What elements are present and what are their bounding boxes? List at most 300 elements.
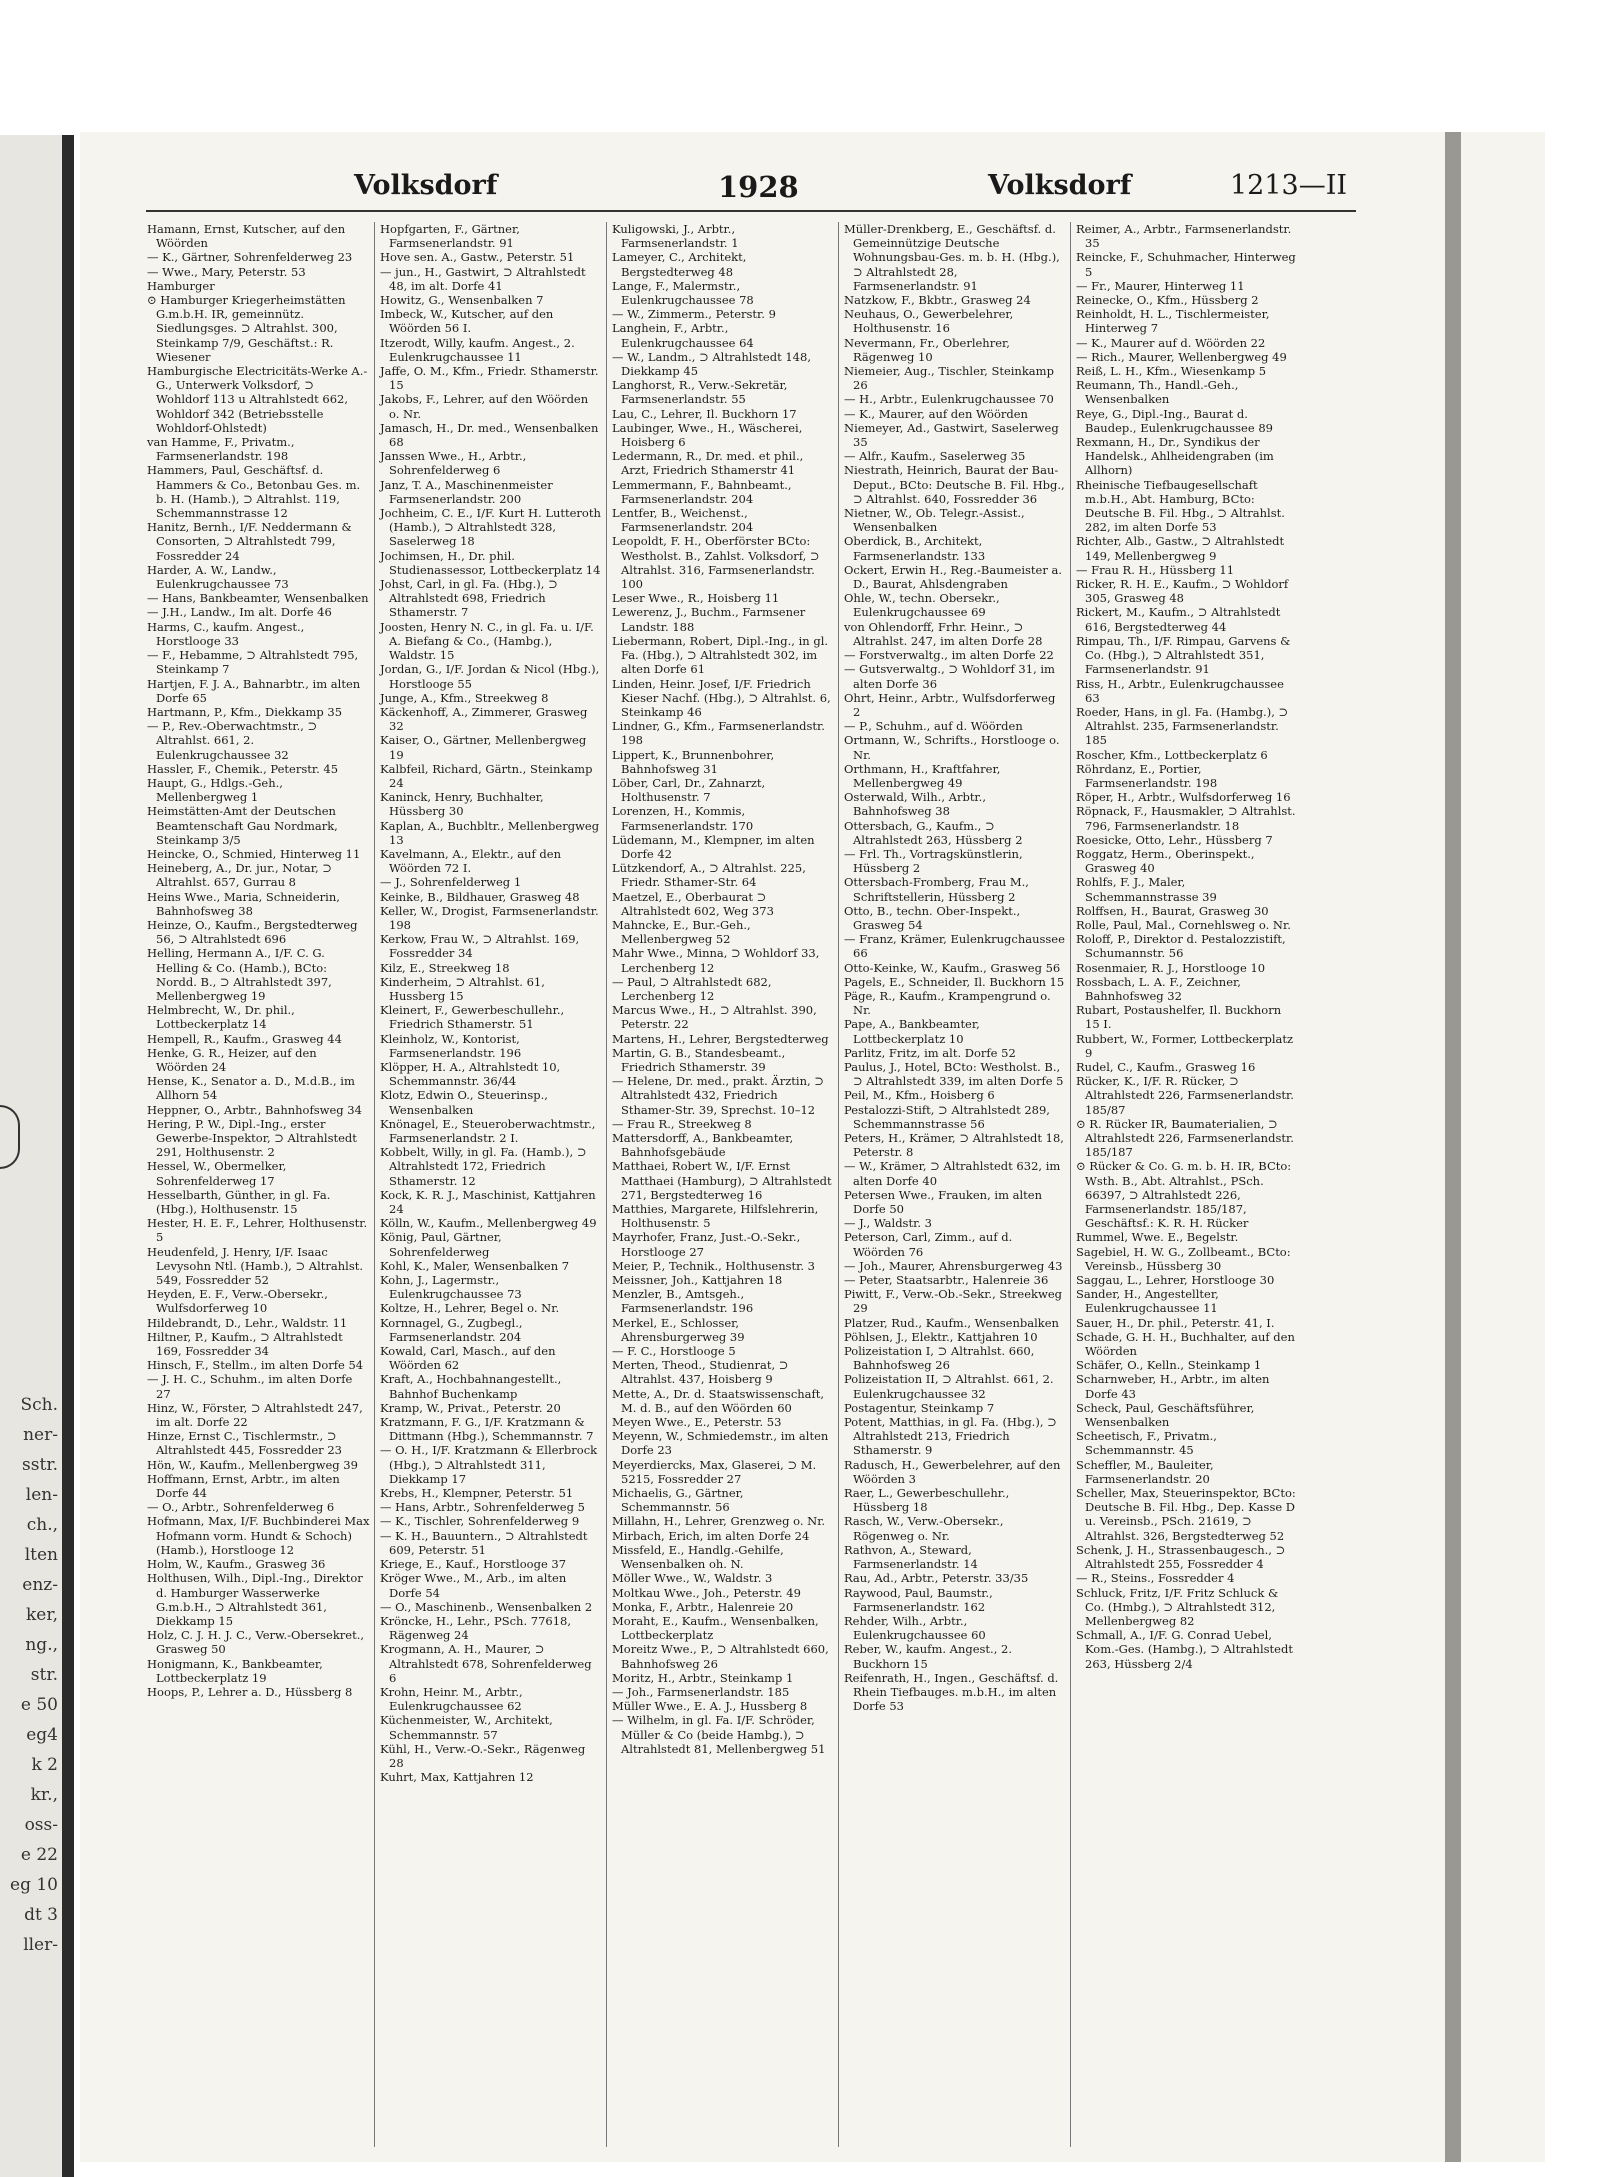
directory-entry: Linden, Heinr. Josef, I/F. Friedrich Kieser Nachf. (Hbg.), ⊃ Altrahlst. 6, Steinkamp 46	[612, 676, 831, 719]
directory-entry: Joosten, Henry N. C., in gl. Fa. u. I/F. A. Biefang & Co., (Hambg.), Waldstr. 15	[380, 619, 594, 663]
directory-entry: — F. C., Horstlooge 5	[612, 1344, 736, 1359]
directory-entry: Hessel, W., Obermelker, Sohrenfelderweg 17	[147, 1159, 287, 1188]
directory-entry: Sander, H., Angestellter, Eulenkrugchaussee 11	[1076, 1287, 1219, 1316]
directory-entry: Radusch, H., Gewerbelehrer, auf den Wöörden 3	[844, 1457, 1061, 1486]
directory-entry: Honigmann, K., Bankbeamter, Lottbeckerplatz 19	[147, 1656, 323, 1685]
directory-entry: Kölln, W., Kaufm., Mellenbergweg 49	[380, 1216, 597, 1231]
header-place-left: Volksdorf	[354, 170, 498, 201]
previous-page-fragment: Sch.	[20, 1395, 58, 1415]
directory-entry: Hoffmann, Ernst, Arbtr., im alten Dorfe 44	[147, 1471, 340, 1501]
directory-entry: Henke, G. R., Heizer, auf den Wöörden 24	[147, 1045, 317, 1074]
directory-entry: Kröger Wwe., M., Arb., im alten Dorfe 54	[380, 1571, 567, 1600]
directory-entry: Küchenmeister, W., Architekt, Schemmannstr. 57	[380, 1713, 553, 1742]
directory-entry: Jaffe, O. M., Kfm., Friedr. Sthamerstr. 15	[380, 364, 599, 393]
directory-entry: Kratzmann, F. G., I/F. Kratzmann & Dittmann (Hbg.), Schemmannstr. 7	[380, 1415, 594, 1444]
directory-entry: Pape, A., Bankbeamter, Lottbeckerplatz 10	[844, 1017, 980, 1046]
directory-entry: Jochheim, C. E., I/F. Kurt H. Lutteroth (Hamb.), ⊃ Altrahlstedt 328, Saselerweg 18	[380, 506, 601, 549]
directory-entry: Kleinholz, W., Kontorist, Farmsenerlandstr. 196	[380, 1031, 522, 1060]
directory-entry: Röhrdanz, E., Portier, Farmsenerlandstr. 198	[1076, 761, 1218, 790]
directory-entry: Rolffsen, H., Baurat, Grasweg 30	[1076, 903, 1269, 918]
directory-entry: Richter, Alb., Gastw., ⊃ Altrahlstedt 149, Mellenbergweg 9	[1076, 534, 1285, 563]
directory-entry: Lange, F., Malermstr., Eulenkrugchaussee 78	[612, 278, 754, 308]
directory-entry: Scheck, Paul, Geschäftsführer, Wensenbalken	[1076, 1400, 1255, 1430]
directory-entry: Krohn, Heinr. M., Arbtr., Eulenkrugchaussee 62	[380, 1684, 523, 1714]
directory-entry: Rücker, K., I/F. R. Rücker, ⊃ Altrahlstedt 226, Farmsenerlandstr. 185/87	[1076, 1074, 1294, 1117]
directory-entry: Kraft, A., Hochbahnangestellt., Bahnhof Buchenkamp	[380, 1372, 562, 1401]
directory-entry: Heinze, O., Kaufm., Bergstedterweg 56, ⊃ Altrahlstedt 696	[147, 917, 358, 947]
directory-entry: Nietner, W., Ob. Telegr.-Assist., Wensenbalken	[844, 506, 1025, 535]
directory-entry: — Frau R., Streekweg 8	[612, 1116, 752, 1131]
directory-entry: Hanitz, Bernh., I/F. Neddermann & Consorten, ⊃ Altrahlstedt 799, Fossredder 24	[147, 520, 352, 563]
directory-entry: Peterson, Carl, Zimm., auf d. Wöörden 76	[844, 1230, 1013, 1259]
directory-entry: Heins Wwe., Maria, Schneiderin, Bahnhofsweg 38	[147, 889, 340, 918]
directory-entry: Jakobs, F., Lehrer, auf den Wöörden o. Nr.	[380, 392, 589, 421]
directory-entry: — W., Krämer, ⊃ Altrahlstedt 632, im alten Dorfe 40	[844, 1159, 1061, 1188]
directory-entry: Leopoldt, F. H., Oberförster BCto: Westholst. B., Zahlst. Volksdorf, ⊃ Altrahlst. 316, Farmsenerlandstr. 100	[612, 534, 820, 592]
directory-entry: Lützkendorf, A., ⊃ Altrahlst. 225, Friedr. Sthamer-Str. 64	[612, 861, 806, 890]
directory-entry: — Franz, Krämer, Eulenkrugchaussee 66	[844, 932, 1065, 961]
previous-page-text-fragments	[0, 1390, 60, 1960]
directory-entry: Itzerodt, Willy, kaufm. Angest., 2. Eulenkrugchaussee 11	[380, 335, 575, 364]
directory-entry: Mayrhofer, Franz, Just.-O.-Sekr., Horstlooge 27	[612, 1230, 801, 1259]
directory-entry: Röper, H., Arbtr., Wulfsdorferweg 16	[1076, 790, 1291, 805]
directory-entry: Janz, T. A., Maschinenmeister Farmsenerlandstr. 200	[380, 477, 553, 506]
directory-entry: Meissner, Joh., Kattjahren 18	[612, 1273, 783, 1288]
directory-entry: — Forstverwaltg., im alten Dorfe 22	[844, 648, 1054, 663]
directory-entry: Moreitz Wwe., P., ⊃ Altrahlstedt 660, Bahnhofsweg 26	[612, 1642, 829, 1671]
header-page-number: 1213—II	[1230, 170, 1348, 201]
directory-entry: Heimstätten-Amt der Deutschen Beamtenschaft Gau Nordmark, Steinkamp 3/5	[147, 804, 338, 847]
directory-entry: Koltze, H., Lehrer, Begel o. Nr.	[380, 1301, 560, 1316]
directory-entry: Peters, H., Krämer, ⊃ Altrahlstedt 18, Peterstr. 8	[844, 1131, 1064, 1160]
directory-entry: Kuligowski, J., Arbtr., Farmsenerlandstr. 1	[612, 222, 739, 251]
directory-entry: — Hans, Bankbeamter, Wensenbalken	[147, 591, 369, 606]
previous-page-fragment: enz-	[22, 1575, 58, 1595]
directory-entry: Mirbach, Erich, im alten Dorfe 24	[612, 1528, 810, 1543]
directory-entry: Niemeier, Aug., Tischler, Steinkamp 26	[844, 364, 1054, 393]
directory-entry: Kaiser, O., Gärtner, Mellenbergweg 19	[380, 733, 587, 762]
directory-entry: Ottersbach-Fromberg, Frau M., Schriftstellerin, Hüssberg 2	[844, 875, 1029, 904]
directory-entry: — O., Arbtr., Sohrenfelderweg 6	[147, 1500, 335, 1515]
directory-entry: Leser Wwe., R., Hoisberg 11	[612, 591, 780, 606]
column-2	[374, 222, 606, 2147]
directory-entry: — K., Tischler, Sohrenfelderweg 9	[380, 1514, 580, 1529]
directory-entry: Hester, H. E. F., Lehrer, Holthusenstr. 5	[147, 1216, 368, 1245]
directory-entry: Scheffler, M., Bauleiter, Farmsenerlandstr. 20	[1076, 1457, 1214, 1486]
directory-entry: Hense, K., Senator a. D., M.d.B., im Allhorn 54	[147, 1074, 355, 1103]
directory-entry: Rasch, W., Verw.-Obersekr., Rögenweg o. Nr.	[844, 1514, 1004, 1543]
directory-entry: — Helene, Dr. med., prakt. Ärztin, ⊃ Altrahlstedt 432, Friedrich Sthamer-Str. 39, Sprechst. 10–12	[612, 1074, 824, 1117]
directory-entry: Peil, M., Kfm., Hoisberg 6	[844, 1088, 995, 1103]
directory-entry: Langhorst, R., Verw.-Sekretär, Farmsenerlandstr. 55	[612, 378, 788, 407]
directory-entry: Reimer, A., Arbtr., Farmsenerlandstr. 35	[1076, 222, 1292, 251]
directory-entry: Rickert, M., Kaufm., ⊃ Altrahlstedt 616, Bergstedterweg 44	[1076, 605, 1281, 634]
directory-entry: Heppner, O., Arbtr., Bahnhofsweg 34	[147, 1102, 362, 1117]
directory-entry: Pestalozzi-Stift, ⊃ Altrahlstedt 289, Schemmannstrasse 56	[844, 1102, 1050, 1131]
directory-entry: — Frl. Th., Vortragskünstlerin, Hüssberg 2	[844, 846, 1023, 876]
directory-entry: van Hamme, F., Privatm., Farmsenerlandstr. 198	[147, 435, 295, 464]
directory-entry: Junge, A., Kfm., Streekweg 8	[380, 690, 549, 705]
directory-entry: — H., Arbtr., Eulenkrugchaussee 70	[844, 392, 1054, 407]
directory-entry: Helmbrecht, W., Dr. phil., Lottbeckerplatz 14	[147, 1003, 295, 1032]
directory-entry: Raywood, Paul, Baumstr., Farmsenerlandstr. 162	[844, 1585, 993, 1614]
directory-entry: — K., Gärtner, Sohrenfelderweg 23	[147, 250, 353, 265]
directory-entry: Hassler, F., Chemik., Peterstr. 45	[147, 761, 339, 776]
directory-entry: Marcus Wwe., H., ⊃ Altrahlst. 390, Peterstr. 22	[612, 1003, 817, 1032]
directory-entry: Menzler, B., Amtsgeh., Farmsenerlandstr. 196	[612, 1287, 754, 1316]
directory-entry: Laubinger, Wwe., H., Wäscherei, Hoisberg 6	[612, 420, 803, 450]
column-5	[1070, 222, 1302, 2147]
directory-entry: Matthaei, Robert W., I/F. Ernst Matthaei (Hamburg), ⊃ Altrahlstedt 271, Bergstedterweg 16	[612, 1159, 832, 1202]
directory-entry: — Hans, Arbtr., Sohrenfelderweg 5	[380, 1500, 585, 1515]
directory-entry: Lewerenz, J., Buchm., Farmsener Landstr. 188	[612, 605, 806, 634]
directory-entry: Rubart, Postaushelfer, Il. Buckhorn 15 I.	[1076, 1003, 1282, 1032]
directory-entry: Hamburger	[147, 278, 215, 293]
directory-entry: Knönagel, E., Steueroberwachtmstr., Farmsenerlandstr. 2 I.	[380, 1116, 596, 1145]
directory-entry: Howitz, G., Wensenbalken 7	[380, 293, 544, 308]
directory-entry: Mahr Wwe., Minna, ⊃ Wohldorf 33, Lerchenberg 12	[612, 946, 820, 975]
directory-entry: — Wilhelm, in gl. Fa. I/F. Schröder, Müller & Co (beide Hambg.), ⊃ Altrahlstedt 81, Mellenbergweg 51	[612, 1713, 826, 1756]
previous-page-fragment: lten	[24, 1545, 58, 1565]
previous-page-fragment: ch.,	[26, 1515, 58, 1535]
directory-entry: Rossbach, L. A. F., Zeichner, Bahnhofsweg 32	[1076, 974, 1241, 1003]
directory-entry: Helling, Hermann A., I/F. C. G. Helling & Co. (Hamb.), BCto: Nordd. B., ⊃ Altrahlstedt 397, Mellenbergweg 19	[147, 946, 332, 1003]
directory-entry: Päge, R., Kaufm., Krampengrund o. Nr.	[844, 988, 1051, 1018]
directory-entry: Polizeistation II, ⊃ Altrahlst. 661, 2. Eulenkrugchaussee 32	[844, 1372, 1054, 1401]
directory-entry: Niemeyer, Ad., Gastwirt, Saselerweg 35	[844, 420, 1059, 450]
directory-entry: Rolle, Paul, Mal., Cornehlsweg o. Nr.	[1076, 917, 1291, 932]
directory-entry: Moritz, H., Arbtr., Steinkamp 1	[612, 1670, 794, 1685]
directory-entry: Otto, B., techn. Ober-Inspekt., Grasweg 54	[844, 903, 1021, 932]
directory-entry: Hinsch, F., Stellm., im alten Dorfe 54	[147, 1358, 364, 1373]
previous-page-emblem	[0, 1105, 20, 1169]
directory-entry: Krebs, H., Klempner, Peterstr. 51	[380, 1486, 574, 1501]
directory-entry: Hoops, P., Lehrer a. D., Hüssberg 8	[147, 1684, 353, 1699]
directory-entry: ⊙ Hamburger Kriegerheimstätten G.m.b.H. IR, gemeinnütz. Siedlungsges. ⊃ Altrahlst. 300, Steinkamp 7/9, Geschäftst.: R. Wiesener	[147, 293, 346, 364]
directory-entry: Raer, L., Gewerbeschullehr., Hüssberg 18	[844, 1486, 1010, 1515]
previous-page-fragment: len-	[25, 1485, 58, 1505]
directory-entry: Kock, K. R. J., Maschinist, Kattjahren 24	[380, 1187, 596, 1217]
directory-entry: Holz, C. J. H. J. C., Verw.-Obersekret., Grasweg 50	[147, 1628, 365, 1657]
directory-entry: Lau, C., Lehrer, Il. Buckhorn 17	[612, 406, 797, 421]
directory-entry: von Ohlendorff, Frhr. Heinr., ⊃ Altrahlst. 247, im alten Dorfe 28	[844, 619, 1043, 648]
directory-entry: Hartmann, P., Kfm., Diekkamp 35	[147, 704, 343, 719]
directory-entry: — J., Waldstr. 3	[844, 1216, 932, 1231]
previous-page-fragment: dt 3	[24, 1905, 58, 1925]
directory-entry: Platzer, Rud., Kaufm., Wensenbalken	[844, 1315, 1059, 1330]
directory-entry: — J.H., Landw., Im alt. Dorfe 46	[147, 605, 332, 620]
directory-entry: Kröncke, H., Lehr., PSch. 77618, Rägenweg 24	[380, 1613, 572, 1643]
directory-entry: Harder, A. W., Landw., Eulenkrugchaussee 73	[147, 562, 289, 592]
directory-entry: Rheinische Tiefbaugesellschaft m.b.H., Abt. Hamburg, BCto: Deutsche B. Fil. Hbg., ⊃ Altrahlst. 282, im alten Dorfe 53	[1076, 477, 1285, 535]
directory-entry: Otto-Keinke, W., Kaufm., Grasweg 56	[844, 960, 1061, 975]
directory-entry: Klotz, Edwin O., Steuerinsp., Wensenbalken	[380, 1088, 548, 1117]
directory-entry: Heincke, O., Schmied, Hinterweg 11	[147, 846, 361, 861]
directory-entry: Rau, Ad., Arbtr., Peterstr. 33/35	[844, 1571, 1029, 1586]
directory-entry: Kornnagel, G., Zugbegl., Farmsenerlandstr. 204	[380, 1315, 523, 1344]
previous-page-fragment: str.	[30, 1665, 58, 1685]
page-edge-shadow	[1445, 132, 1461, 2162]
directory-entry: Hofmann, Max, I/F. Buchbinderei Max Hofmann vorm. Hundt & Schoch) (Hamb.), Horstlooge 12	[147, 1514, 370, 1557]
directory-entry: Roscher, Kfm., Lottbeckerplatz 6	[1076, 747, 1268, 762]
directory-entry: Niestrath, Heinrich, Baurat der Bau-Deput., BCto: Deutsche B. Fil. Hbg., ⊃ Altrahlst. 640, Fossredder 36	[844, 463, 1065, 506]
directory-entry: Hartjen, F. J. A., Bahnarbtr., im alten Dorfe 65	[147, 676, 361, 705]
directory-entry: Osterwald, Wilh., Arbtr., Bahnhofsweg 38	[844, 790, 986, 819]
directory-entry: Johst, Carl, in gl. Fa. (Hbg.), ⊃ Altrahlstedt 698, Friedrich Sthamerstr. 7	[380, 577, 558, 620]
directory-entry: — P., Rev.-Oberwachtmstr., ⊃ Altrahlst. 661, 2. Eulenkrugchaussee 32	[147, 719, 318, 762]
directory-entry: Ricker, R. H. E., Kaufm., ⊃ Wohldorf 305, Grasweg 48	[1076, 577, 1289, 606]
directory-entry: Reincke, F., Schuhmacher, Hinterweg 5	[1076, 250, 1296, 279]
directory-entry: Lindner, G., Kfm., Farmsenerlandstr. 198	[612, 719, 825, 748]
directory-entry: Riss, H., Arbtr., Eulenkrugchaussee 63	[1076, 676, 1284, 705]
directory-entry: Kaninck, Henry, Buchhalter, Hüssberg 30	[380, 790, 544, 819]
directory-entry: — J. H. C., Schuhm., im alten Dorfe 27	[147, 1372, 353, 1401]
previous-page-fragment: ng.,	[25, 1635, 58, 1655]
directory-entry: — J., Sohrenfelderweg 1	[380, 875, 522, 890]
directory-entry: Langhein, F., Arbtr., Eulenkrugchaussee 64	[612, 321, 754, 350]
directory-entry: — R., Steins., Fossredder 4	[1076, 1571, 1235, 1586]
directory-entry: Holm, W., Kaufm., Grasweg 36	[147, 1557, 326, 1572]
directory-entry: Schenk, J. H., Strassenbaugesch., ⊃ Altrahlstedt 255, Fossredder 4	[1076, 1542, 1286, 1572]
directory-entry: Rexmann, H., Dr., Syndikus der Handelsk., Ahlheidengraben (im Allhorn)	[1076, 435, 1274, 478]
directory-entry: — Wwe., Mary, Peterstr. 53	[147, 264, 306, 279]
directory-entry: Roggatz, Herm., Oberinspekt., Grasweg 40	[1076, 846, 1255, 876]
directory-entry: Rimpau, Th., I/F. Rimpau, Garvens & Co. (Hbg.), ⊃ Altrahlstedt 351, Farmsenerlandstr. 91	[1076, 633, 1291, 677]
directory-entry: Kavelmann, A., Elektr., auf den Wöörden 72 I.	[380, 846, 562, 876]
directory-entry: Postagentur, Steinkamp 7	[844, 1400, 995, 1415]
directory-entry: König, Paul, Gärtner, Sohrenfelderweg	[380, 1230, 502, 1259]
previous-page-fragment: oss-	[24, 1815, 58, 1835]
directory-entry: Reinecke, O., Kfm., Hüssberg 2	[1076, 293, 1259, 308]
directory-entry: — K., Maurer auf d. Wöörden 22	[1076, 335, 1266, 350]
directory-entry: ⊙ R. Rücker IR, Baumaterialien, ⊃ Altrahlstedt 226, Farmsenerlandstr. 185/187	[1076, 1116, 1294, 1160]
directory-entry: Hinz, W., Förster, ⊃ Altrahlstedt 247, im alt. Dorfe 22	[147, 1400, 363, 1430]
directory-entry: Kohn, J., Lagermstr., Eulenkrugchaussee 73	[380, 1273, 522, 1302]
directory-entry: Löber, Carl, Dr., Zahnarzt, Holthusenstr. 7	[612, 775, 766, 805]
directory-columns	[142, 222, 1362, 2147]
previous-page-fragment: ller-	[23, 1935, 58, 1955]
directory-entry: Ottersbach, G., Kaufm., ⊃ Altrahlstedt 263, Hüssberg 2	[844, 818, 1023, 847]
directory-entry: Reinholdt, H. L., Tischlermeister, Hinterweg 7	[1076, 307, 1270, 336]
directory-entry: — Gutsverwaltg., ⊃ Wohldorf 31, im alten Dorfe 36	[844, 662, 1055, 691]
directory-entry: Piwitt, F., Verw.-Ob.-Sekr., Streekweg 29	[844, 1287, 1062, 1316]
directory-entry: Ortmann, W., Schrifts., Horstlooge o. Nr.	[844, 733, 1060, 762]
directory-entry: Müller Wwe., E. A. J., Hussberg 8	[612, 1699, 808, 1714]
directory-entry: Martin, G. B., Standesbeamt., Friedrich Sthamerstr. 39	[612, 1045, 786, 1074]
directory-entry: Oberdick, B., Architekt, Farmsenerlandstr. 133	[844, 534, 986, 563]
directory-entry: Hamann, Ernst, Kutscher, auf den Wöörden	[147, 222, 346, 251]
directory-entry: Rudel, C., Kaufm., Grasweg 16	[1076, 1059, 1256, 1074]
directory-entry: Paulus, J., Hotel, BCto: Westholst. B., ⊃ Altrahlstedt 339, im alten Dorfe 5	[844, 1059, 1064, 1089]
directory-entry: Krogmann, A. H., Maurer, ⊃ Altrahlstedt 678, Sohrenfelderweg 6	[380, 1642, 592, 1685]
directory-entry: Hopfgarten, F., Gärtner, Farmsenerlandstr. 91	[380, 222, 520, 251]
directory-entry: Nevermann, Fr., Oberlehrer, Rägenweg 10	[844, 335, 1010, 364]
directory-entry: Meyenn, W., Schmiedemstr., im alten Dorfe 23	[612, 1429, 829, 1458]
directory-entry: Schmall, A., I/F. G. Conrad Uebel, Kom.-Ges. (Hambg.), ⊃ Altrahlstedt 263, Hüssberg 2/4	[1076, 1628, 1293, 1671]
directory-entry: Kerkow, Frau W., ⊃ Altrahlst. 169, Fossredder 34	[380, 932, 580, 961]
directory-entry: Potent, Matthias, in gl. Fa. (Hbg.), ⊃ Altrahlstedt 213, Friedrich Sthamerstr. 9	[844, 1415, 1057, 1458]
directory-entry: Saggau, L., Lehrer, Horstlooge 30	[1076, 1273, 1275, 1288]
directory-entry: Janssen Wwe., H., Arbtr., Sohrenfelderweg 6	[380, 449, 527, 478]
directory-entry: Schade, G. H. H., Buchhalter, auf den Wöörden	[1076, 1329, 1295, 1359]
previous-page-fragment: eg4	[26, 1725, 58, 1745]
directory-entry: — W., Zimmerm., Peterstr. 9	[612, 307, 776, 322]
directory-entry: Klöpper, H. A., Altrahlstedt 10, Schemmannstr. 36/44	[380, 1059, 561, 1089]
directory-entry: Roloff, P., Direktor d. Pestalozzistift, Schumannstr. 56	[1076, 932, 1286, 961]
directory-entry: Roesicke, Otto, Lehr., Hüssberg 7	[1076, 832, 1273, 847]
directory-entry: — Rich., Maurer, Wellenbergweg 49	[1076, 349, 1287, 364]
directory-entry: Kühl, H., Verw.-O.-Sekr., Rägenweg 28	[380, 1741, 586, 1770]
directory-entry: Roeder, Hans, in gl. Fa. (Hambg.), ⊃ Altrahlst. 235, Farmsenerlandstr. 185	[1076, 704, 1289, 748]
previous-page-fragment: ner-	[23, 1425, 58, 1445]
directory-entry: Kowald, Carl, Masch., auf den Wöörden 62	[380, 1344, 556, 1373]
directory-entry: Harms, C., kaufm. Angest., Horstlooge 33	[147, 619, 305, 648]
directory-entry: Ohle, W., techn. Obersekr., Eulenkrugchaussee 69	[844, 591, 1000, 620]
directory-entry: Kobbelt, Willy, in gl. Fa. (Hamb.), ⊃ Altrahlstedt 172, Friedrich Sthamerstr. 12	[380, 1145, 587, 1188]
directory-entry: Kuhrt, Max, Kattjahren 12	[380, 1770, 534, 1785]
directory-entry: — Peter, Staatsarbtr., Halenreie 36	[844, 1273, 1049, 1288]
directory-entry: — Frau R. H., Hüssberg 11	[1076, 562, 1235, 577]
directory-entry: Lüdemann, M., Klempner, im alten Dorfe 42	[612, 832, 815, 861]
previous-page-fragment: e 50	[20, 1695, 58, 1715]
directory-entry: Pagels, E., Schneider, Il. Buckhorn 15	[844, 974, 1065, 989]
directory-entry: Kalbfeil, Richard, Gärtn., Steinkamp 24	[380, 761, 593, 790]
directory-entry: Reber, W., kaufm. Angest., 2. Buckhorn 15	[844, 1642, 1012, 1671]
previous-page-fragment: eg 10	[10, 1875, 58, 1895]
directory-entry: — Paul, ⊃ Altrahlstedt 682, Lerchenberg 12	[612, 974, 772, 1003]
directory-entry: Moraht, E., Kaufm., Wensenbalken, Lottbeckerplatz	[612, 1613, 819, 1643]
previous-page-fragment: e 22	[20, 1845, 58, 1865]
directory-entry: Hiltner, P., Kaufm., ⊃ Altrahlstedt 169, Fossredder 34	[147, 1329, 343, 1359]
directory-entry: — Alfr., Kaufm., Saselerweg 35	[844, 449, 1026, 464]
directory-entry: Kaplan, A., Buchbltr., Mellenbergweg 13	[380, 818, 600, 847]
directory-entry: Reye, G., Dipl.-Ing., Baurat d. Baudep., Eulenkrugchaussee 89	[1076, 406, 1273, 435]
previous-page-fragment: kr.,	[30, 1785, 58, 1805]
directory-entry: Hempell, R., Kaufm., Grasweg 44	[147, 1031, 342, 1046]
directory-entry: Kleinert, F., Gewerbeschullehr., Friedrich Sthamerstr. 51	[380, 1003, 565, 1032]
directory-entry: Hinze, Ernst C., Tischlermstr., ⊃ Altrahlstedt 445, Fossredder 23	[147, 1429, 342, 1458]
directory-entry: Scheetisch, F., Privatm., Schemmannstr. 45	[1076, 1429, 1217, 1458]
directory-entry: Reiß, L. H., Kfm., Wiesenkamp 5	[1076, 364, 1267, 379]
directory-entry: Pöhlsen, J., Elektr., Kattjahren 10	[844, 1329, 1038, 1344]
directory-entry: — O., Maschinenb., Wensenbalken 2	[380, 1599, 593, 1614]
previous-page-fragment: ker,	[25, 1605, 58, 1625]
directory-entry: Kriege, E., Kauf., Horstlooge 37	[380, 1557, 567, 1572]
directory-entry: Ohrt, Heinr., Arbtr., Wulfsdorferweg 2	[844, 690, 1056, 719]
directory-entry: ⊙ Rücker & Co. G. m. b. H. IR, BCto: Wsth. B., Abt. Altrahlst., PSch. 66397, ⊃ Altrahlstedt 226, Farmsenerlandstr. 185/187, Geschäftsf.: K. R. H. Rücker	[1076, 1159, 1292, 1231]
directory-entry: — F., Hebamme, ⊃ Altrahlstedt 795, Steinkamp 7	[147, 648, 359, 677]
directory-entry: Lippert, K., Brunnenbohrer, Bahnhofsweg 31	[612, 747, 775, 776]
column-3	[606, 222, 838, 2147]
previous-page-fragment: k 2	[31, 1755, 58, 1775]
directory-entry: Meyen Wwe., E., Peterstr. 53	[612, 1415, 782, 1430]
directory-entry: Jordan, G., I/F. Jordan & Nicol (Hbg.), Horstlooge 55	[380, 662, 600, 691]
directory-entry: Röpnack, F., Hausmakler, ⊃ Altrahlst. 796, Farmsenerlandstr. 18	[1076, 804, 1296, 833]
directory-entry: Petersen Wwe., Frauken, im alten Dorfe 50	[844, 1187, 1042, 1217]
directory-entry: Rohlfs, F. J., Maler, Schemmannstrasse 39	[1076, 875, 1217, 904]
directory-entry: Schluck, Fritz, I/F. Fritz Schluck & Co. (Hmbg.), ⊃ Altrahlstedt 312, Mellenbergweg 82	[1076, 1585, 1279, 1628]
directory-entry: — Joh., Maurer, Ahrensburgerweg 43	[844, 1258, 1063, 1273]
directory-entry: Hesselbarth, Günther, in gl. Fa. (Hbg.), Holthusenstr. 15	[147, 1187, 331, 1217]
directory-entry: Merten, Theod., Studienrat, ⊃ Altrahlst. 437, Hoisberg 9	[612, 1358, 789, 1387]
directory-entry: Heineberg, A., Dr. jur., Notar, ⊃ Altrahlst. 657, Gurrau 8	[147, 861, 332, 890]
directory-entry: — Fr., Maurer, Hinterweg 11	[1076, 278, 1245, 293]
directory-entry: Sauer, H., Dr. phil., Peterstr. 41, I.	[1076, 1315, 1275, 1330]
directory-entry: Müller-Drenkberg, E., Geschäftsf. d. Gemeinnützige Deutsche Wohnungsbau-Ges. m. b. H. (Hbg.), ⊃ Altrahlstedt 28, Farmsenerlandstr. 91	[844, 222, 1060, 293]
directory-entry: Martens, H., Lehrer, Bergstedterweg	[612, 1031, 829, 1046]
directory-entry: Holthusen, Wilh., Dipl.-Ing., Direktor d. Hamburger Wasserwerke G.m.b.H., ⊃ Altrahlstedt 361, Diekkamp 15	[147, 1571, 363, 1628]
directory-entry: Keinke, B., Bildhauer, Grasweg 48	[380, 889, 580, 904]
directory-entry: Hammers, Paul, Geschäftsf. d. Hammers & Co., Betonbau Ges. m. b. H. (Hamb.), ⊃ Altrahlst. 119, Schemmannstrasse 12	[147, 463, 361, 521]
directory-entry: Scheller, Max, Steuerinspektor, BCto: Deutsche B. Fil. Hbg., Dep. Kasse D u. Vereinsb., PSch. 21619, ⊃ Altrahlst. 326, Bergstedterweg 52	[1076, 1486, 1296, 1543]
directory-entry: Polizeistation I, ⊃ Altrahlst. 660, Bahnhofsweg 26	[844, 1344, 1035, 1373]
directory-entry: Merkel, E., Schlosser, Ahrensburgerweg 39	[612, 1315, 745, 1344]
directory-entry: — Joh., Farmsenerlandstr. 185	[612, 1684, 790, 1699]
header-place-right: Volksdorf	[988, 170, 1132, 201]
header-year: 1928	[718, 170, 799, 204]
previous-page-fragment: sstr.	[22, 1455, 58, 1475]
directory-entry: Millahn, H., Lehrer, Grenzweg o. Nr.	[612, 1514, 826, 1529]
directory-entry: Jochimsen, H., Dr. phil. Studienassessor, Lottbeckerplatz 14	[380, 548, 601, 577]
directory-entry: Lemmermann, F., Bahnbeamt., Farmsenerlandstr. 204	[612, 477, 792, 506]
directory-entry: Mattersdorff, A., Bankbeamter, Bahnhofsgebäude	[612, 1131, 794, 1160]
directory-entry: — K., Maurer, auf den Wöörden	[844, 406, 1028, 421]
directory-entry: Lameyer, C., Architekt, Bergstedterweg 48	[612, 250, 747, 279]
directory-entry: Rehder, Wilh., Arbtr., Eulenkrugchaussee 60	[844, 1613, 986, 1643]
directory-entry: Moltkau Wwe., Joh., Peterstr. 49	[612, 1585, 801, 1600]
book-spine	[62, 135, 74, 2177]
directory-entry: Rubbert, W., Former, Lottbeckerplatz 9	[1076, 1031, 1294, 1060]
header-rule	[146, 210, 1356, 212]
directory-entry: Maetzel, E., Oberbaurat ⊃ Altrahlstedt 602, Weg 373	[612, 889, 774, 918]
directory-entry: — O. H., I/F. Kratzmann & Ellerbrock (Hbg.), ⊃ Altrahlstedt 311, Diekkamp 17	[380, 1443, 598, 1486]
directory-entry: Ledermann, R., Dr. med. et phil., Arzt, Friedrich Sthamerstr 41	[612, 449, 804, 478]
directory-entry: Lorenzen, H., Kommis, Farmsenerlandstr. 170	[612, 804, 754, 833]
directory-entry: Missfeld, E., Handlg.-Gehilfe, Wensenbalken oh. N.	[612, 1542, 784, 1572]
directory-entry: Monka, F., Arbtr., Halenreie 20	[612, 1599, 794, 1614]
directory-entry: Lentfer, B., Weichenst., Farmsenerlandstr. 204	[612, 506, 754, 535]
directory-entry: Kilz, E., Streekweg 18	[380, 960, 510, 975]
directory-entry: Liebermann, Robert, Dipl.-Ing., in gl. Fa. (Hbg.), ⊃ Altrahlstedt 302, im alten Dorfe 61	[612, 633, 829, 677]
directory-entry: Sagebiel, H. W. G., Zollbeamt., BCto: Vereinsb., Hüssberg 30	[1076, 1244, 1291, 1273]
directory-entry: Natzkow, F., Bkbtr., Grasweg 24	[844, 293, 1031, 308]
directory-entry: Hove sen. A., Gastw., Peterstr. 51	[380, 250, 575, 265]
directory-entry: Parlitz, Fritz, im alt. Dorfe 52	[844, 1045, 1016, 1060]
directory-entry: Heudenfeld, J. Henry, I/F. Isaac Levysohn Ntl. (Hamb.), ⊃ Altrahlst. 549, Fossredder 52	[147, 1244, 364, 1288]
directory-entry: Imbeck, W., Kutscher, auf den Wöörden 56 I.	[380, 307, 554, 336]
directory-entry: Kramp, W., Privat., Peterstr. 20	[380, 1400, 561, 1415]
directory-entry: Haupt, G., Hdlgs.-Geh., Mellenbergweg 1	[147, 775, 283, 805]
directory-entry: — P., Schuhm., auf d. Wöörden	[844, 719, 1023, 734]
directory-entry: Matthies, Margarete, Hilfslehrerin, Holthusenstr. 5	[612, 1202, 819, 1231]
column-4	[838, 222, 1070, 2147]
directory-entry: Hering, P. W., Dipl.-Ing., erster Gewerbe-Inspektor, ⊃ Altrahlstedt 291, Holthusenstr. 2	[147, 1116, 357, 1160]
directory-entry: Möller Wwe., W., Waldstr. 3	[612, 1571, 773, 1586]
directory-entry: Käckenhoff, A., Zimmerer, Grasweg 32	[380, 704, 588, 734]
directory-entry: Rosenmaier, R. J., Horstlooge 10	[1076, 960, 1266, 975]
directory-entry: Scharnweber, H., Arbtr., im alten Dorfe 43	[1076, 1372, 1270, 1401]
directory-entry: Kinderheim, ⊃ Altrahlst. 61, Hussberg 15	[380, 974, 545, 1003]
directory-entry: Hildebrandt, D., Lehr., Waldstr. 11	[147, 1315, 348, 1330]
column-1	[142, 222, 374, 2147]
directory-entry: Hamburgische Electricitäts-Werke A.-G., Unterwerk Volksdorf, ⊃ Wohldorf 113 u Altrahlstedt 662, Wohldorf 342 (Betriebsstelle Wohldorf-Ohlstedt)	[147, 364, 368, 435]
directory-entry: — W., Landm., ⊃ Altrahlstedt 148, Diekkamp 45	[612, 349, 811, 379]
directory-entry: Orthmann, H., Kraftfahrer, Mellenbergweg 49	[844, 761, 1001, 790]
directory-entry: Rathvon, A., Steward, Farmsenerlandstr. 14	[844, 1542, 978, 1572]
directory-entry: Jamasch, H., Dr. med., Wensenbalken 68	[380, 420, 599, 450]
directory-entry: — K. H., Bauuntern., ⊃ Altrahlstedt 609, Peterstr. 51	[380, 1528, 588, 1557]
directory-entry: Mahncke, E., Bur.-Geh., Mellenbergweg 52	[612, 917, 751, 947]
